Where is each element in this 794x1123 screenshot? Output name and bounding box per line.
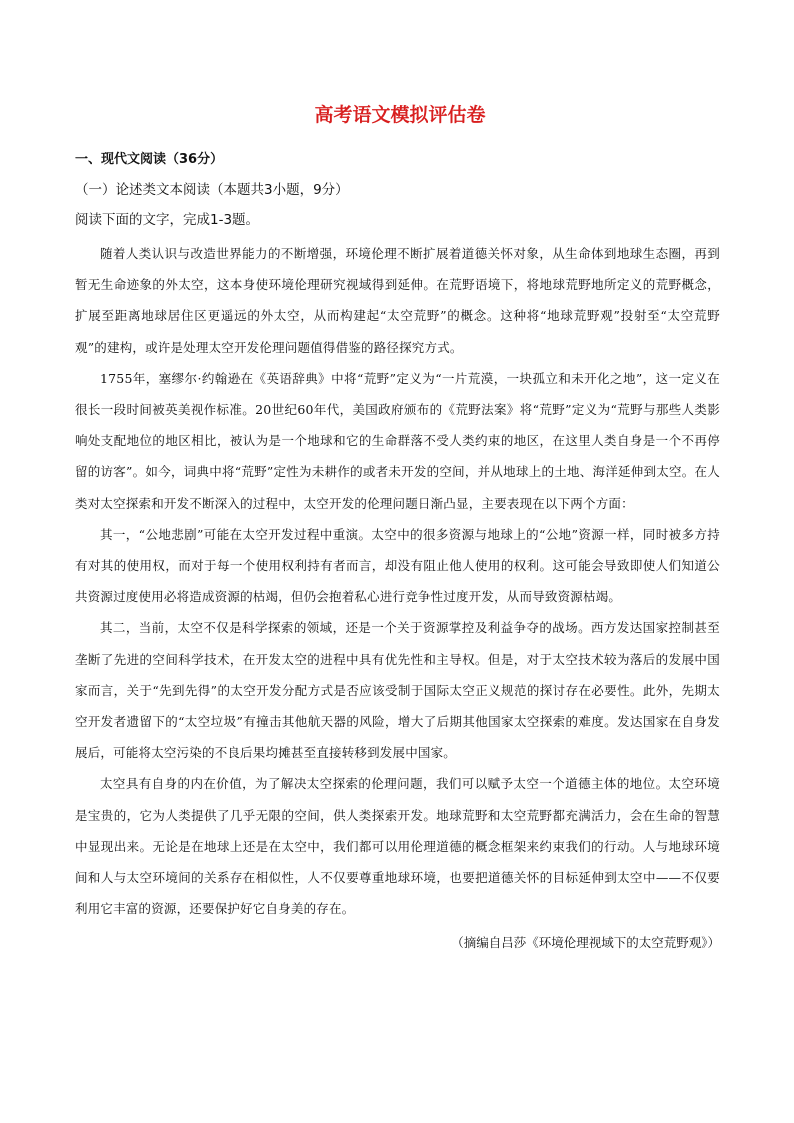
paragraph-3: 其一，“公地悲剧”可能在太空开发过程中重演。太空中的很多资源与地球上的“公地”资源一样，同时被多方持有对其的使用权，而对于每一个使用权利持有者而言，却没有阻止他人使用的权利。这可能会导致即使人们知道公共资源过度使用必将造成资源的枯竭，但仍会抱着私心进行竞争性过度开发，从而导致资源枯竭。 — [75, 526, 720, 605]
section-heading: 一、现代文阅读（36分） — [75, 152, 224, 167]
source-citation: （摘编自吕莎《环境伦理视域下的太空荒野观》） — [451, 935, 720, 951]
reading-instruction: 阅读下面的文字，完成1-3题。 — [75, 212, 260, 228]
paragraph-2: 1755年，塞缪尔·约翰逊在《英语辞典》中将“荒野”定义为“一片荒漠，一块孤立和未开化之地”，这一定义在很长一段时间被英美视作标准。20世纪60年代，美国政府颁布的《荒野法案》将“荒野”定义为“荒野与那些人类影响处支配地位的地区相比，被认为是一个地球和它的生命群落不受人类约束的地区，在这里人类自身是一个不再停留的访客”。如今，词典中将“荒野”定性为未耕作的或者未开发的空间，并从地球上的土地、海洋延伸到太空。在人类对太空探索和开发不断深入的过程中，太空开发的伦理问题日渐凸显，主要表现在以下两个方面： — [75, 370, 720, 511]
page-title: 高考语文模拟评估卷 — [314, 104, 486, 126]
paragraph-1: 随着人类认识与改造世界能力的不断增强，环境伦理不断扩展着道德关怀对象，从生命体到地球生态圈，再到暂无生命迹象的外太空，这本身使环境伦理研究视域得到延伸。在荒野语境下，将地球荒野地所定义的荒野概念，扩展至距离地球居住区更遥远的外太空，从而构建起“太空荒野”的概念。这种将“地球荒野观”投射至“太空荒野观”的建构，或许是处理太空开发伦理问题值得借鉴的路径探究方式。 — [75, 246, 720, 355]
subsection-heading: （一）论述类文本阅读（本题共3小题，9分） — [75, 182, 349, 198]
paragraph-4: 其二，当前，太空不仅是科学探索的领域，还是一个关于资源掌控及利益争夺的战场。西方发达国家控制甚至垄断了先进的空间科学技术，在开发太空的进程中具有优先性和主导权。但是，对于太空技术较为落后的发展中国家而言，关于“先到先得”的太空开发分配方式是否应该受制于国际太空正义规范的探讨存在必要性。此外，先期太空开发者遗留下的“太空垃圾”有撞击其他航天器的风险，增大了后期其他国家太空探索的难度。发达国家在自身发展后，可能将太空污染的不良后果均摊甚至直接转移到发展中国家。 — [75, 620, 720, 761]
exam-page — [75, 100, 720, 958]
paragraph-5: 太空具有自身的内在价值，为了解决太空探索的伦理问题，我们可以赋予太空一个道德主体的地位。太空环境是宝贵的，它为人类提供了几乎无限的空间，供人类探索开发。地球荒野和太空荒野都充满活力，会在生命的智慧中显现出来。无论是在地球上还是在太空中，我们都可以用伦理道德的概念框架来约束我们的行动。人与地球环境间和人与太空环境间的关系存在相似性，人不仅要尊重地球环境，也要把道德关怀的目标延伸到太空中——不仅要利用它丰富的资源，还要保护好它自身美的存在。 — [75, 776, 720, 917]
